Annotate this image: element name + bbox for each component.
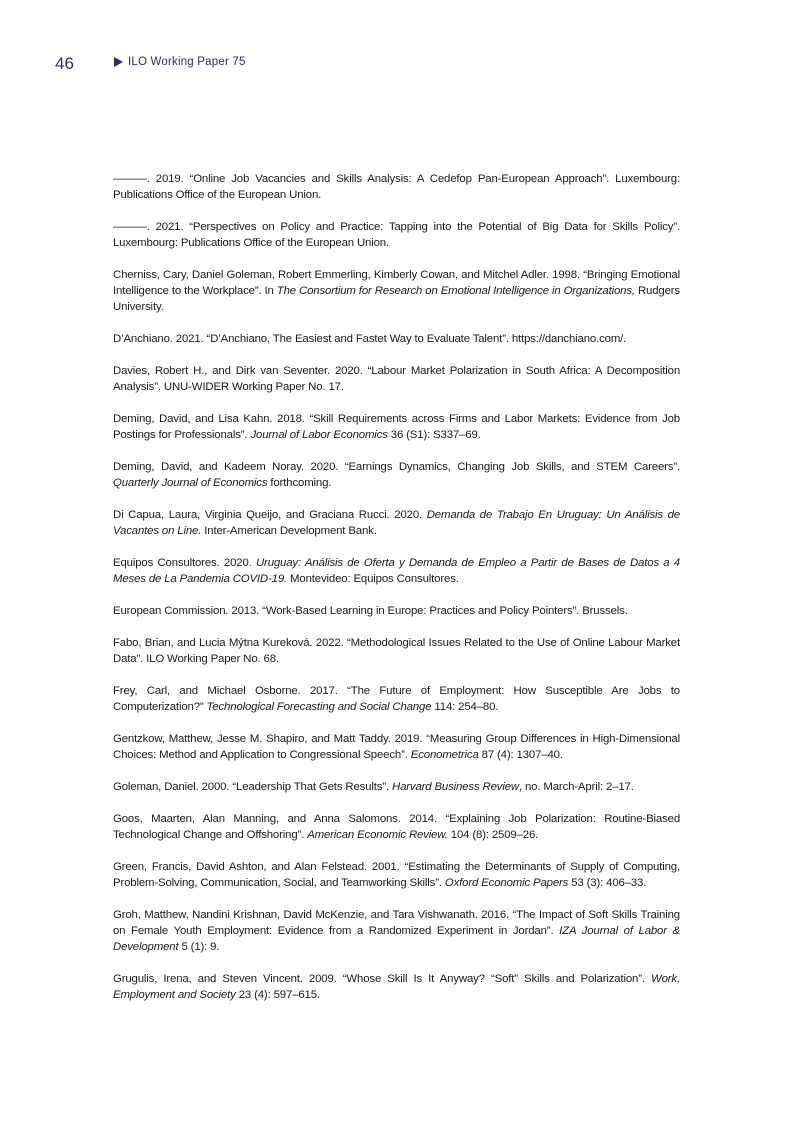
- reference-text: Gentzkow, Matthew, Jesse M. Shapiro, and Matt Taddy. 2019. “Measuring Group Differences in High-Dimensional Choices: Method and Application to Congressional Speech”.: [113, 733, 680, 761]
- reference-text: 87 (4): 1307–40.: [478, 749, 563, 761]
- reference-text: Rudgers University.: [113, 285, 680, 313]
- reference-entry: [113, 683, 680, 715]
- reference-entry: [113, 267, 680, 315]
- reference-entry: [113, 779, 680, 795]
- reference-text: 23 (4): 597–615.: [235, 989, 320, 1001]
- reference-text: forthcoming.: [267, 477, 332, 489]
- reference-text: ———. 2019. “Online Job Vacancies and Skills Analysis: A Cedefop Pan-European Approach”. Luxembourg: Publications Office of the European Union.: [113, 173, 680, 201]
- reference-text: Grugulis, Irena, and Steven Vincent. 2009. “Whose Skill Is It Anyway? “Soft” Skills and Polarization”.: [113, 973, 651, 985]
- reference-entry: [113, 971, 680, 1003]
- reference-entry: [113, 907, 680, 955]
- reference-text: European Commission. 2013. “Work-Based Learning in Europe: Practices and Policy Pointers”. Brussels.: [113, 605, 628, 617]
- reference-italic-title: Quarterly Journal of Economics: [113, 477, 268, 489]
- reference-text: Green, Francis, David Ashton, and Alan Felstead. 2001. “Estimating the Determinants of Supply of Computing, Problem-Solving, Communication, Social, and Teamworking Skills”.: [113, 861, 680, 889]
- page-number: 46: [55, 54, 74, 73]
- reference-text: Deming, David, and Lisa Kahn. 2018. “Skill Requirements across Firms and Labor Markets: Evidence from Job Postings for Professionals”.: [113, 413, 680, 441]
- reference-italic-title: Journal of Labor Economics: [250, 429, 388, 441]
- reference-text: , no. March-April: 2–17.: [518, 781, 634, 793]
- reference-text: Deming, David, and Kadeem Noray. 2020. “Earnings Dynamics, Changing Job Skills, and STEM Careers”.: [113, 461, 680, 473]
- reference-italic-title: Econometrica: [410, 749, 479, 761]
- reference-text: Goos, Maarten, Alan Manning, and Anna Salomons. 2014. “Explaining Job Polarization: Routine-Biased Technological Change and Offshoring”.: [113, 813, 680, 841]
- reference-italic-title: Oxford Economic Papers: [444, 877, 569, 889]
- reference-entry: [113, 411, 680, 443]
- reference-italic-title: IZA Journal of Labor & Development: [113, 925, 681, 953]
- reference-text: ———. 2021. “Perspectives on Policy and Practice: Tapping into the Potential of Big Data for Skills Policy”. Luxembourg: Publications Office of the European Union.: [113, 221, 680, 249]
- reference-entry: [113, 603, 680, 619]
- reference-text: Frey, Carl, and Michael Osborne. 2017. “The Future of Employment: How Susceptible Are Jobs to Computerization?”: [113, 685, 680, 713]
- reference-italic-title: Technological Forecasting and Social Change: [206, 701, 432, 713]
- reference-text: 114: 254–80.: [431, 701, 499, 713]
- series-title: ILO Working Paper 75: [128, 56, 246, 68]
- reference-entry: [113, 731, 680, 763]
- reference-italic-title: Uruguay: Análisis de Oferta y Demanda de Empleo a Partir de Bases de Datos a 4 Meses de La Pandemia COVID-19.: [113, 557, 680, 585]
- reference-italic-title: Harvard Business Review: [392, 781, 519, 793]
- reference-entry: [113, 635, 680, 667]
- reference-entry: [113, 859, 680, 891]
- reference-text: 53 (3): 406–33.: [568, 877, 647, 889]
- reference-text: 5 (1): 9.: [178, 941, 220, 953]
- reference-text: 104 (8): 2509–26.: [447, 829, 539, 841]
- reference-entry: [113, 171, 680, 203]
- triangle-right-icon: [114, 57, 123, 67]
- reference-italic-title: American Economic Review.: [307, 829, 448, 841]
- reference-text: 36 (S1): S337–69.: [387, 429, 481, 441]
- reference-text: Equipos Consultores. 2020.: [113, 557, 256, 569]
- reference-text: Goleman, Daniel. 2000. “Leadership That Gets Results”.: [113, 781, 392, 793]
- reference-entry: [113, 811, 680, 843]
- reference-entry: [113, 219, 680, 251]
- reference-text: Groh, Matthew, Nandini Krishnan, David McKenzie, and Tara Vishwanath. 2016. “The Impact of Soft Skills Training on Female Youth Employment: Evidence from a Randomized Experiment in Jordan”.: [113, 909, 680, 937]
- reference-italic-title: Work, Employment and Society: [113, 973, 680, 1001]
- reference-italic-title: The Consortium for Research on Emotional Intelligence in Organizations,: [276, 285, 635, 297]
- reference-text: Fabo, Brian, and Lucia Mýtna Kureková. 2022. “Methodological Issues Related to the Use of Online Labour Market Data”. ILO Working Paper No. 68.: [113, 637, 680, 665]
- reference-entry: [113, 459, 680, 491]
- reference-text: Cherniss, Cary, Daniel Goleman, Robert Emmerling, Kimberly Cowan, and Mitchel Adler. 1998. “Bringing Emotional Intelligence to the Workplace”. In: [113, 269, 680, 297]
- reference-text: D’Anchiano. 2021. “D’Anchiano, The Easiest and Fastet Way to Evaluate Talent”. https://danchiano.com/.: [113, 333, 627, 345]
- reference-entry: [113, 555, 680, 587]
- reference-list: [113, 171, 680, 1019]
- reference-entry: [113, 363, 680, 395]
- reference-italic-title: Demanda de Trabajo En Uruguay: Un Análisis de Vacantes on Line.: [113, 509, 681, 537]
- reference-text: Di Capua, Laura, Virginia Queijo, and Graciana Rucci. 2020.: [113, 509, 427, 521]
- reference-entry: [113, 507, 680, 539]
- page-header: [0, 54, 793, 74]
- reference-text: Montevideo: Equipos Consultores.: [287, 573, 459, 585]
- reference-entry: [113, 331, 680, 347]
- reference-text: Davies, Robert H., and Dirk van Seventer. 2020. “Labour Market Polarization in South Africa: A Decomposition Analysis”. UNU-WIDER Working Paper No. 17.: [113, 365, 680, 393]
- reference-text: Inter-American Development Bank.: [201, 525, 377, 537]
